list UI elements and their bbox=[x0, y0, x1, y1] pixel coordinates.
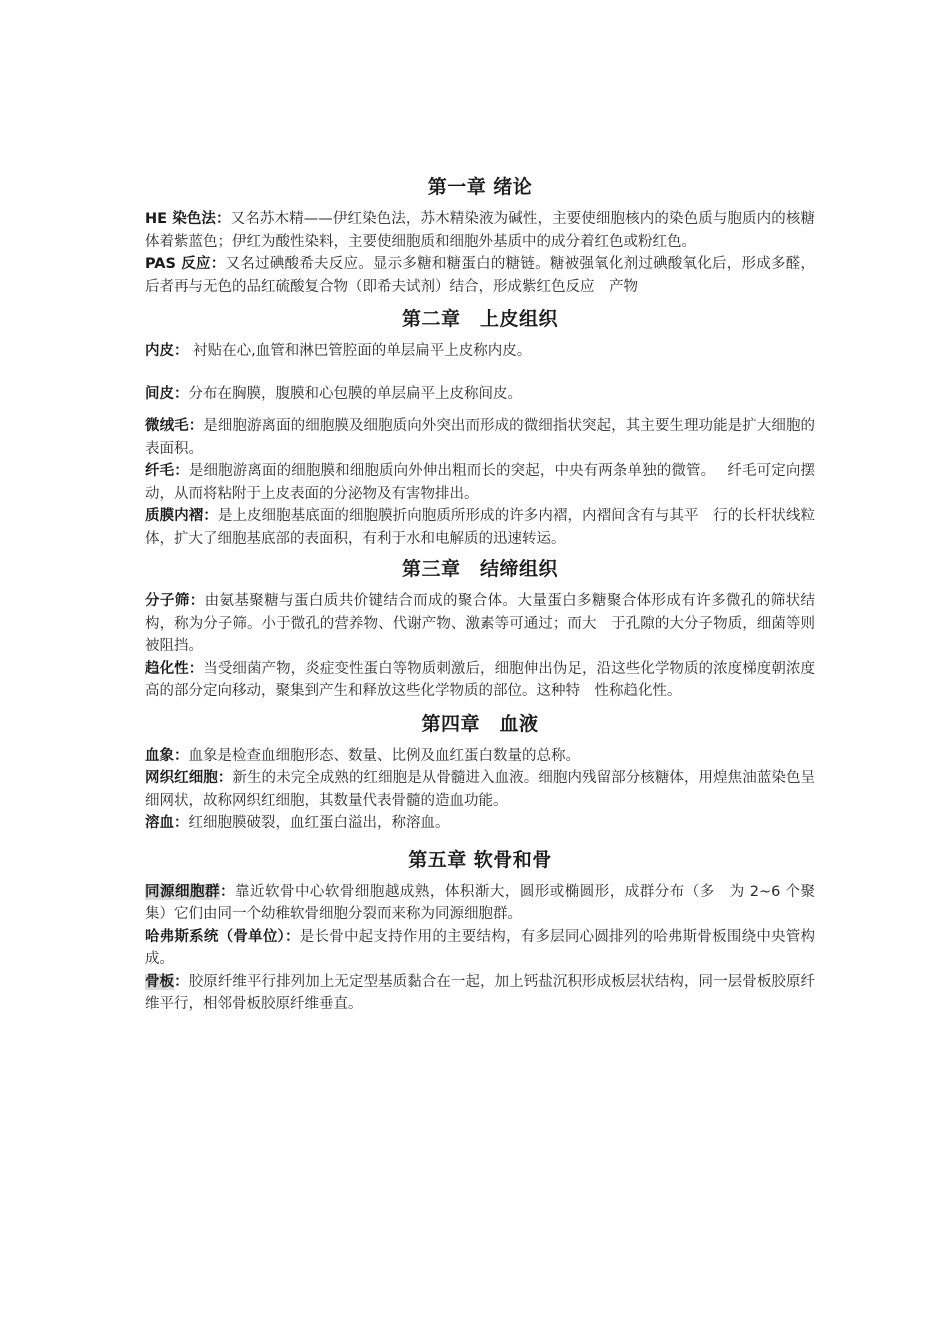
chapter-title: 第四章 血液 bbox=[421, 712, 539, 735]
definition-term: 趋化性 bbox=[145, 660, 189, 677]
definition-entry bbox=[145, 658, 815, 703]
definition-text: 靠近软骨中心软骨细胞越成熟，体积渐大，圆形或椭圆形，成群分布（多 为 2~6 个聚集）它们由同一个幼稚软骨细胞分裂而来称为同源细胞群。 bbox=[145, 883, 816, 922]
definition-text: 是细胞游离面的细胞膜及细胞质向外突出而形成的微细指状突起，其主要生理功能是扩大细胞的表面积。 bbox=[145, 418, 816, 457]
definition-text: 是细胞游离面的细胞膜和细胞质向外伸出粗而长的突起，中央有两条单独的微管。 纤毛可定向摆动，从而将粘附于上皮表面的分泌物及有害物排出。 bbox=[145, 463, 816, 502]
definition-term: 纤毛 bbox=[145, 463, 175, 479]
definition-entry bbox=[145, 253, 815, 298]
definition-term: 间皮 bbox=[145, 385, 174, 402]
definition-text: 新生的未完全成熟的红细胞是从骨髓进入血液。细胞内残留部分核糖体，用煌焦油蓝染色呈细网状，故称网织红细胞，其数量代表骨髓的造血功能。 bbox=[145, 770, 816, 809]
definition-entry bbox=[145, 926, 815, 971]
definition-entry bbox=[145, 590, 815, 658]
definition-entry bbox=[145, 383, 815, 406]
definition-term: 网织红细胞 bbox=[145, 770, 218, 786]
term-separator: ： bbox=[203, 508, 218, 524]
definition-text: 分布在胸膜，腹膜和心包膜的单层扁平上皮称间皮。 bbox=[188, 385, 522, 402]
term-separator: ： bbox=[219, 883, 235, 900]
term-separator: ： bbox=[188, 418, 204, 434]
term-separator: ： bbox=[210, 256, 226, 272]
definition-text: 是长骨中起支持作用的主要结构，有多层同心圆排列的哈弗斯骨板围绕中央管构成。 bbox=[145, 928, 816, 967]
definition-text: 又名过碘酸希夫反应。显示多糖和糖蛋白的糖链。糖被强氧化剂过碘酸氧化后，形成多醛，后者再与无色的品红硫酸复合物（即希夫试剂）结合，形成紫红色反应 产物 bbox=[145, 256, 816, 295]
definition-entry bbox=[145, 460, 815, 505]
definition-term: 同源细胞群 bbox=[145, 883, 220, 900]
definition-entry bbox=[145, 505, 815, 550]
definition-text: 又名苏木精——伊红染色法，苏木精染液为碱性，主要使细胞核内的染色质与胞质内的核糖体着紫蓝色；伊红为酸性染料，主要使细胞质和细胞外基质中的成分着红色或粉红色。 bbox=[145, 211, 816, 250]
term-separator: ： bbox=[189, 593, 205, 609]
definition-text: 当受细菌产物，炎症变性蛋白等物质刺激后，细胞伸出伪足，沿这些化学物质的浓度梯度朝浓度高的部分定向移动，聚集到产生和释放这些化学物质的部位。这种特 性称趋化性。 bbox=[145, 660, 816, 699]
term-separator: ： bbox=[188, 660, 204, 677]
definition-term: PAS 反应 bbox=[145, 256, 211, 272]
term-separator: ： bbox=[174, 747, 189, 764]
definition-entry bbox=[145, 881, 815, 926]
definition-term: 溶血 bbox=[145, 815, 174, 831]
definition-entry bbox=[145, 812, 815, 835]
definition-text: 是上皮细胞基底面的细胞膜折向胞质所形成的许多内褶，内褶间含有与其平 行的长杆状线粒体，扩大了细胞基底部的表面积，有利于水和电解质的迅速转运。 bbox=[145, 508, 816, 547]
term-separator: ： bbox=[174, 815, 189, 831]
chapter-title: 第五章 软骨和骨 bbox=[408, 848, 552, 871]
definition-term: 血象 bbox=[145, 747, 174, 764]
definition-text: 胶原纤维平行排列加上无定型基质黏合在一起，加上钙盐沉积形成板层状结构，同一层骨板胶原纤维平行，相邻骨板胶原纤维垂直。 bbox=[145, 973, 816, 1012]
term-separator: ： bbox=[174, 385, 189, 402]
definition-term: HE 染色法 bbox=[145, 211, 217, 227]
definition-term: 哈弗斯系统（骨单位） bbox=[145, 928, 286, 945]
definition-entry bbox=[145, 767, 815, 812]
definition-entry bbox=[145, 340, 815, 363]
term-separator: ： bbox=[174, 343, 189, 359]
definition-entry bbox=[145, 745, 815, 768]
definition-entry bbox=[145, 971, 815, 1016]
definition-term: 骨板 bbox=[145, 973, 175, 990]
chapter-title: 第一章 绪论 bbox=[427, 176, 533, 198]
definition-entry bbox=[145, 208, 815, 253]
document-page bbox=[145, 172, 815, 1016]
term-separator: ： bbox=[174, 463, 189, 479]
definition-text: 血象是检查血细胞形态、数量、比例及血红蛋白数量的总称。 bbox=[188, 747, 580, 764]
definition-entry bbox=[145, 415, 815, 460]
definition-term: 微绒毛 bbox=[145, 418, 189, 434]
term-separator: ： bbox=[216, 211, 231, 227]
chapter-title: 第三章 结缔组织 bbox=[401, 558, 558, 580]
definition-term: 内皮 bbox=[145, 343, 174, 359]
chapter-title: 第二章 上皮组织 bbox=[401, 308, 558, 330]
definition-term: 分子筛 bbox=[145, 593, 190, 609]
definition-text: 由氨基聚糖与蛋白质共价键结合而成的聚合体。大量蛋白多糖聚合体形成有许多微孔的筛状结构，称为分子筛。小于微孔的营养物、代谢产物、激素等可通过；而大 于孔隙的大分子物质，细菌等则被阻挡。 bbox=[145, 593, 816, 654]
term-separator: ： bbox=[285, 928, 300, 945]
term-separator: ： bbox=[174, 973, 189, 990]
definition-term: 质膜内褶 bbox=[145, 508, 204, 524]
definition-text: 红细胞膜破裂，血红蛋白溢出，称溶血。 bbox=[188, 815, 450, 831]
definition-text: 衬贴在心,血管和淋巴管腔面的单层扁平上皮称内皮。 bbox=[188, 343, 532, 359]
term-separator: ： bbox=[217, 770, 233, 786]
